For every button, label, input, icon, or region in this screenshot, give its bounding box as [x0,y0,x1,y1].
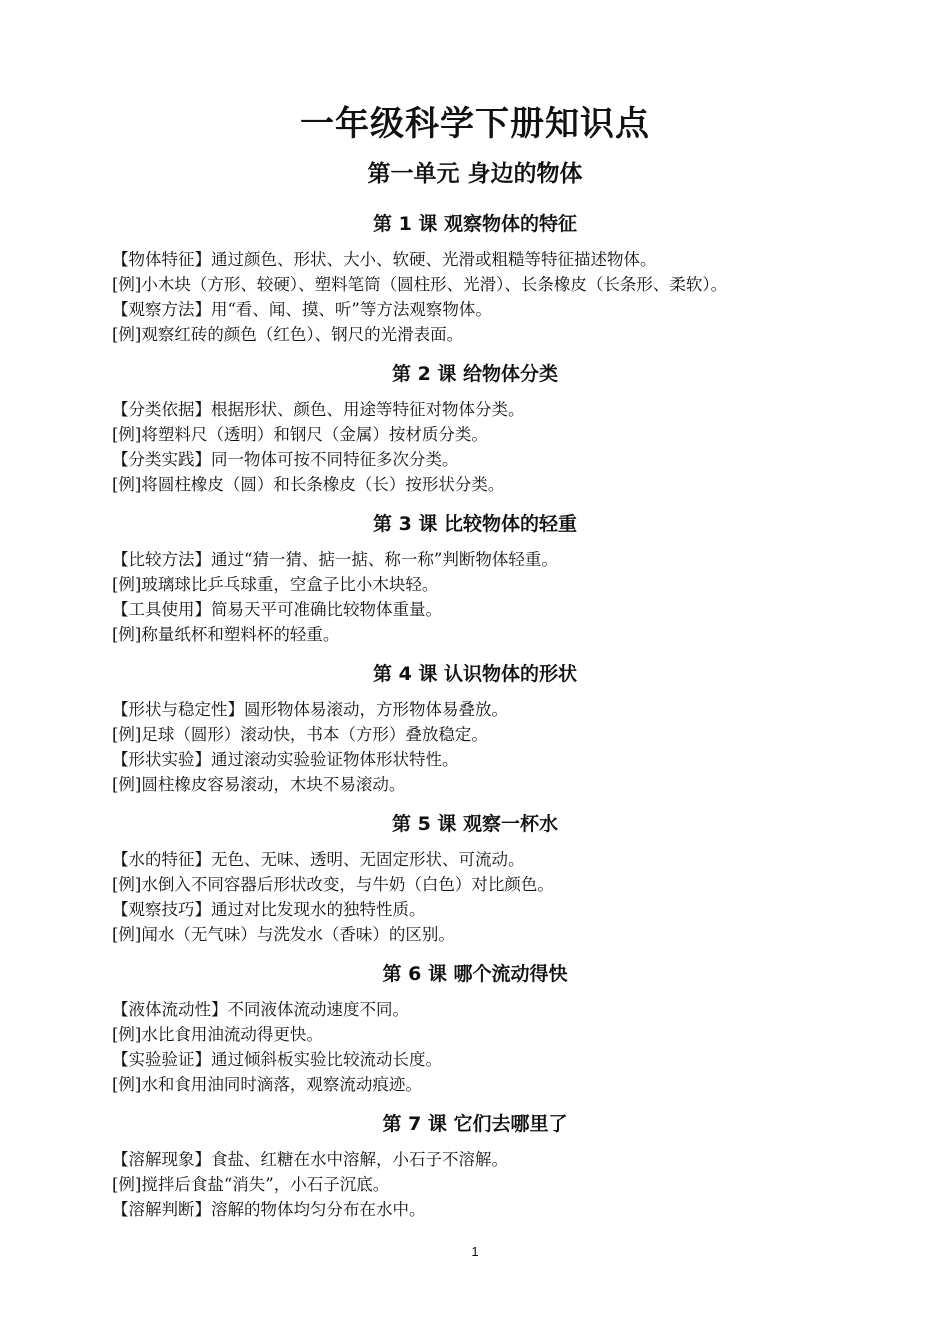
lesson-content [112,397,872,497]
lesson-content [112,1147,872,1222]
document-title: 一年级科学下册知识点 [300,104,650,144]
knowledge-line: 【分类实践】同一物体可按不同特征多次分类。 [112,450,459,469]
knowledge-line: 【观察方法】用“看、闻、摸、听”等方法观察物体。 [112,300,492,319]
example-line: [例]称量纸杯和塑料杯的轻重。 [112,625,340,644]
example-line: [例]观察红砖的颜色（红色）、钢尺的光滑表面。 [112,325,464,344]
lesson-title: 第 2 课 给物体分类 [391,363,559,385]
example-line: [例]水倒入不同容器后形状改变，与牛奶（白色）对比颜色。 [112,875,554,894]
lesson-title: 第 6 课 哪个流动得快 [382,963,568,985]
lesson-2 [112,354,872,497]
knowledge-line: 【形状实验】通过滚动实验验证物体形状特性。 [112,750,459,769]
lesson-content [112,847,872,947]
lesson-title: 第 3 课 比较物体的轻重 [372,513,578,535]
lesson-5 [112,804,872,947]
lesson-title: 第 4 课 认识物体的形状 [372,663,578,685]
example-line: [例]将塑料尺（透明）和钢尺（金属）按材质分类。 [112,425,488,444]
example-line: [例]圆柱橡皮容易滚动，木块不易滚动。 [112,775,406,794]
lesson-title: 第 7 课 它们去哪里了 [382,1113,568,1135]
knowledge-line: 【液体流动性】不同液体流动速度不同。 [112,1000,409,1019]
example-line: [例]玻璃球比乒乓球重，空盒子比小木块轻。 [112,575,439,594]
knowledge-line: 【比较方法】通过“猜一猜、掂一掂、称一称”判断物体轻重。 [112,550,558,569]
lessons-list [112,204,872,1229]
lesson-content [112,247,872,347]
unit-title: 第一单元 身边的物体 [367,161,583,187]
example-line: [例]搅拌后食盐“消失”，小石子沉底。 [112,1175,390,1194]
example-line: [例]水比食用油流动得更快。 [112,1025,323,1044]
lesson-6 [112,954,872,1097]
lesson-content [112,997,872,1097]
lesson-content [112,547,872,647]
knowledge-line: 【物体特征】通过颜色、形状、大小、软硬、光滑或粗糙等特征描述物体。 [112,250,657,269]
example-line: [例]闻水（无气味）与洗发水（香味）的区别。 [112,925,455,944]
knowledge-line: 【观察技巧】通过对比发现水的独特性质。 [112,900,426,919]
lesson-7 [112,1104,872,1222]
knowledge-line: 【分类依据】根据形状、颜色、用途等特征对物体分类。 [112,400,525,419]
knowledge-line: 【实验验证】通过倾斜板实验比较流动长度。 [112,1050,442,1069]
lesson-title: 第 5 课 观察一杯水 [391,813,559,835]
knowledge-line: 【形状与稳定性】圆形物体易滚动，方形物体易叠放。 [112,700,508,719]
knowledge-line: 【工具使用】简易天平可准确比较物体重量。 [112,600,442,619]
lesson-4 [112,654,872,797]
lesson-content [112,697,872,797]
lesson-1 [112,204,872,347]
lesson-3 [112,504,872,647]
knowledge-line: 【溶解现象】食盐、红糖在水中溶解，小石子不溶解。 [112,1150,508,1169]
example-line: [例]将圆柱橡皮（圆）和长条橡皮（长）按形状分类。 [112,475,505,494]
example-line: [例]小木块（方形、较硬）、塑料笔筒（圆柱形、光滑）、长条橡皮（长条形、柔软）。 [112,275,728,294]
knowledge-line: 【溶解判断】溶解的物体均匀分布在水中。 [112,1200,426,1219]
lesson-title: 第 1 课 观察物体的特征 [372,213,578,235]
knowledge-line: 【水的特征】无色、无味、透明、无固定形状、可流动。 [112,850,525,869]
page-number: 1 [471,1244,479,1259]
example-line: [例]水和食用油同时滴落，观察流动痕迹。 [112,1075,422,1094]
example-line: [例]足球（圆形）滚动快，书本（方形）叠放稳定。 [112,725,488,744]
